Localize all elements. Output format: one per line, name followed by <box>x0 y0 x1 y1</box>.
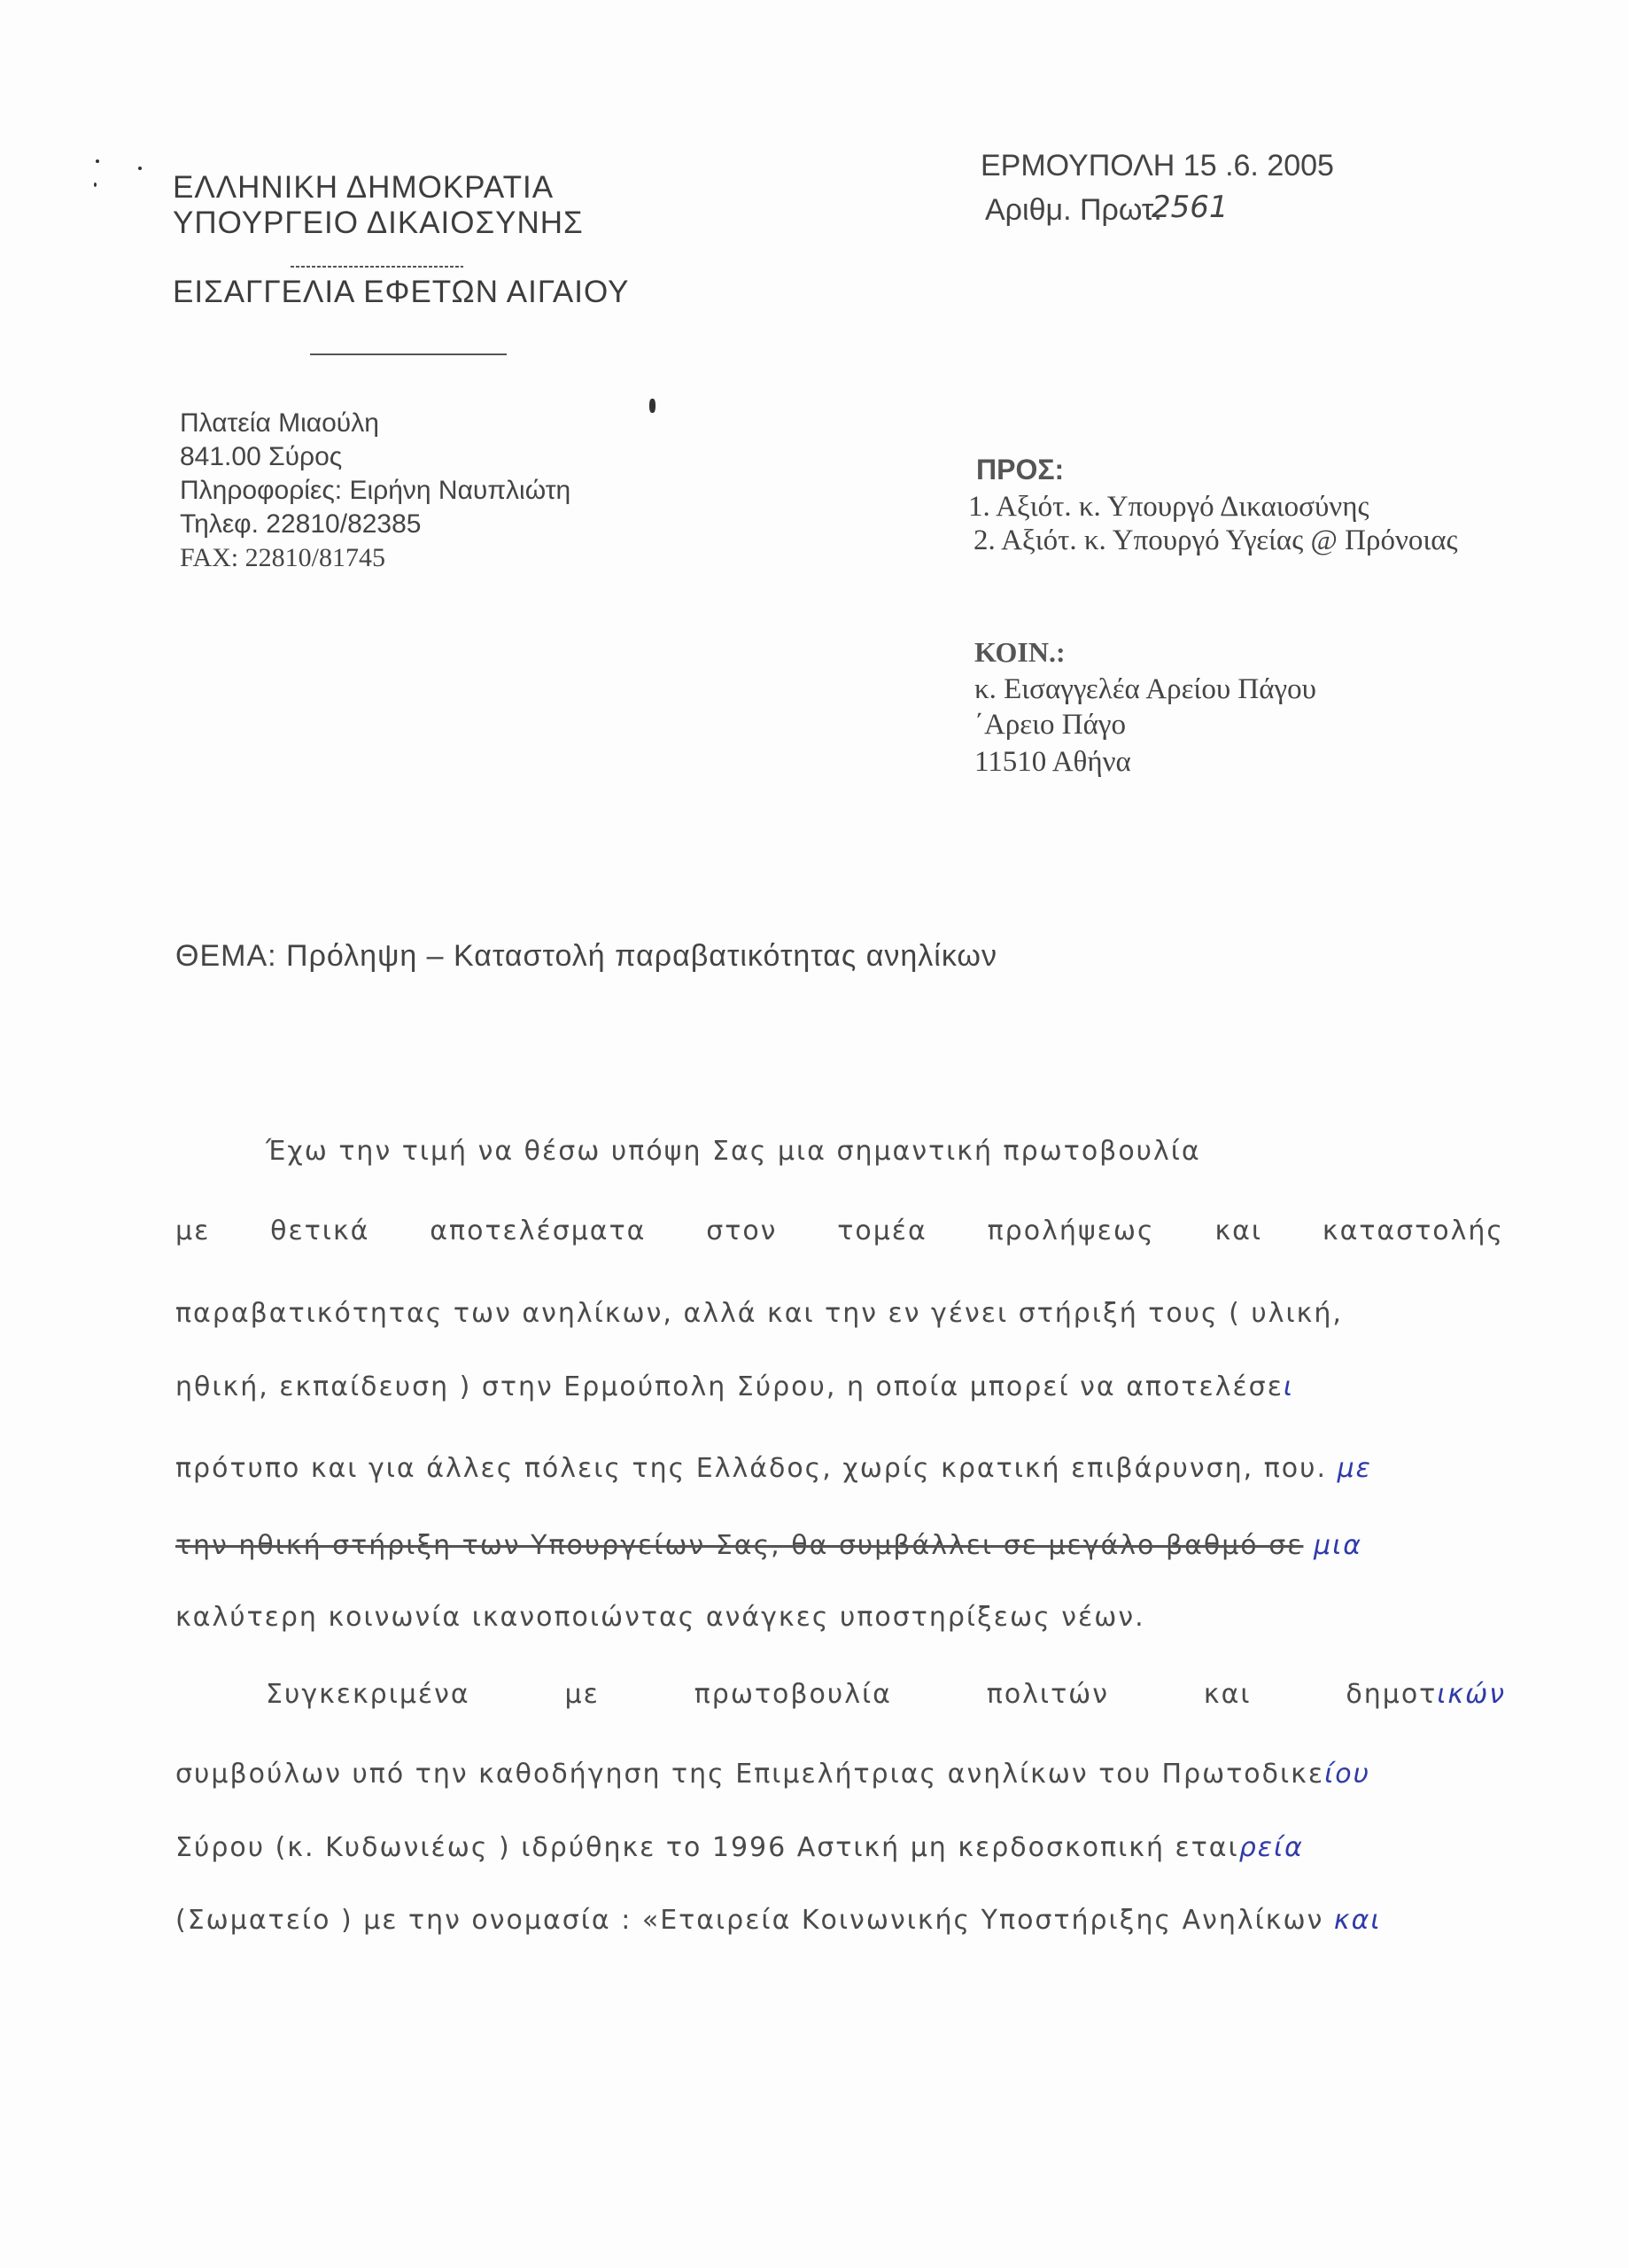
body-line <box>175 1453 1372 1484</box>
recipients-heading: ΠΡΟΣ: <box>976 454 1065 485</box>
word: δημοτ <box>1346 1679 1438 1710</box>
word: πρωτοβουλία <box>694 1679 892 1710</box>
word: με <box>564 1679 600 1710</box>
scan-speck <box>94 183 97 187</box>
address-fax: FAX: 22810/81745 <box>180 543 385 572</box>
scan-speck <box>96 159 99 163</box>
header-underline <box>310 353 507 355</box>
printed-text: (Σωματείο ) με την ονομασία : «Εταιρεία Κοινωνικής Υποστήριξης Ανηλίκων <box>175 1905 1324 1936</box>
body-line: Έχω την τιμή να θέσω υπόψη Σας μια σημαντική πρωτοβουλία <box>266 1136 1201 1167</box>
protocol-number: 2561 <box>1152 190 1229 225</box>
recipient-item: 1. Αξιότ. κ. Υπουργό Δικαιοσύνης <box>968 491 1369 523</box>
body-line-justified <box>175 1216 1504 1247</box>
cc-line: ΄Αρειο Πάγο <box>974 709 1126 741</box>
cc-line: κ. Εισαγγελέα Αρείου Πάγου <box>974 673 1316 705</box>
handwritten-correction: ι <box>1283 1371 1295 1402</box>
address-info: Πληροφορίες: Ειρήνη Ναυπλιώτη <box>180 476 571 505</box>
struck-through-text: την ηθική στήριξη των Υπουργείων Σας, θα συμβάλλει σε μεγάλο βαθμό σε <box>175 1530 1304 1561</box>
word: με <box>175 1216 211 1247</box>
recipient-item: 2. Αξιότ. κ. Υπουργό Υγείας @ Πρόνοιας <box>974 524 1458 556</box>
handwritten-correction: ρεία <box>1238 1832 1304 1863</box>
header-divider <box>291 266 463 268</box>
printed-text: Σύρου (κ. Κυδωνιέως ) ιδρύθηκε το 1996 Αστική μη κερδοσκοπική εται <box>175 1832 1239 1863</box>
body-line <box>175 1371 1294 1402</box>
word: πολιτών <box>986 1679 1110 1710</box>
handwritten-correction: και <box>1333 1905 1382 1936</box>
scan-speck <box>649 399 655 413</box>
handwritten-correction: με <box>1337 1453 1372 1484</box>
scan-speck <box>138 167 142 170</box>
word: προλήψεως <box>987 1216 1155 1247</box>
cc-heading: ΚΟΙΝ.: <box>974 636 1066 668</box>
printed-text: συμβούλων υπό την καθοδήγηση της Επιμελήτριας ανηλίκων του Πρωτοδικε <box>175 1759 1325 1790</box>
handwritten-correction: μια <box>1313 1530 1362 1561</box>
address-phone: Τηλεφ. 22810/82385 <box>180 509 422 539</box>
address-street: Πλατεία Μιαούλη <box>180 408 379 438</box>
printed-text: πρότυπο και για άλλες πόλεις της Ελλάδος, χωρίς κρατική επιβάρυνση, που. <box>175 1453 1328 1484</box>
cc-line: 11510 Αθήνα <box>974 746 1131 778</box>
body-line: καλύτερη κοινωνία ικανοποιώντας ανάγκες υποστηρίξεως νέων. <box>175 1602 1145 1633</box>
header-prosecutor-office: ΕΙΣΑΓΓΕΛΙΑ ΕΦΕΤΩΝ ΑΙΓΑΙΟΥ <box>173 275 630 309</box>
word: και <box>1214 1216 1263 1247</box>
word: θετικά <box>270 1216 370 1247</box>
word: αποτελέσματα <box>430 1216 647 1247</box>
word: στον <box>706 1216 778 1247</box>
body-line-justified <box>266 1679 1506 1710</box>
word: καταστολής <box>1322 1216 1504 1247</box>
printed-text: ηθική, εκπαίδευση ) στην Ερμούπολη Σύρου, η οποία μπορεί να αποτελέσε <box>175 1371 1284 1402</box>
protocol-label: Αριθμ. Πρωτ. <box>985 193 1162 227</box>
body-line: παραβατικότητας των ανηλίκων, αλλά και την εν γένει στήριξή τους ( υλική, <box>175 1298 1343 1329</box>
body-line <box>175 1759 1370 1790</box>
body-line <box>175 1905 1382 1936</box>
place-and-date: ΕΡΜΟΥΠΟΛΗ 15 .6. 2005 <box>981 149 1334 183</box>
word: Συγκεκριμένα <box>266 1679 470 1710</box>
subject-line: ΘΕΜΑ: Πρόληψη – Καταστολή παραβατικότητας ανηλίκων <box>175 939 997 973</box>
header-country: ΕΛΛΗΝΙΚΗ ΔΗΜΟΚΡΑΤΙΑ <box>173 170 555 205</box>
body-line <box>175 1530 1362 1561</box>
body-line <box>175 1832 1304 1863</box>
word: τομέα <box>837 1216 927 1247</box>
handwritten-correction: ικών <box>1437 1679 1506 1710</box>
word: και <box>1203 1679 1252 1710</box>
header-ministry: ΥΠΟΥΡΓΕΙΟ ΔΙΚΑΙΟΣΥΝΗΣ <box>173 206 584 240</box>
address-city: 841.00 Σύρος <box>180 442 343 471</box>
handwritten-correction: ίου <box>1324 1759 1370 1790</box>
